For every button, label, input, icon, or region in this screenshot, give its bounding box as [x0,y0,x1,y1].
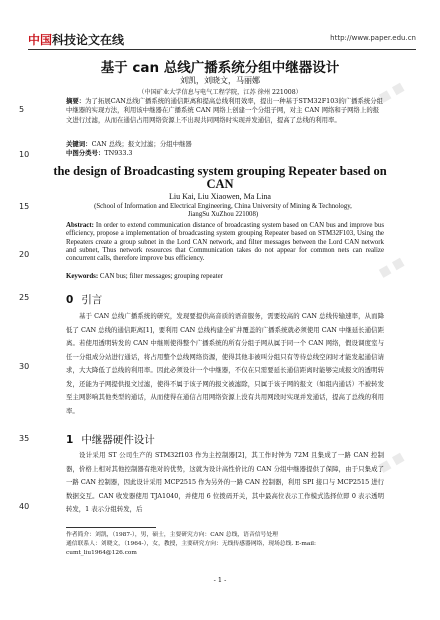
line-number: 5 [19,105,25,114]
english-affiliation [66,203,380,219]
line-number: 20 [19,250,30,259]
site-logo[interactable] [28,31,124,48]
line-number: 35 [19,434,30,443]
chinese-affiliation: （中国矿业大学信息与电气工程学院，江苏 徐州 221008） [138,89,302,96]
keywords-label: 关键词： [66,140,92,148]
section-number: 0 [66,294,74,306]
footnote-author: 作者简介：刘凯，（1987-），男，硕士，主要研究方向：CAN 总线，语音信号处理 [66,532,278,538]
section-number: 1 [66,434,74,446]
header-divider [28,49,416,50]
footnote-email[interactable]: cumt_liu1964@126.com [66,550,137,556]
classification-label: 中图分类号： [66,149,105,157]
english-authors: Liu Kai, Liu Xiaowen, Ma Lina [169,192,271,201]
english-title: the design of Broadcasting system grouping Repeater based on CAN [53,164,387,191]
logo-prefix: 中国 [28,33,53,47]
line-number: 15 [19,202,30,211]
chinese-abstract [66,97,384,125]
section-title: 引言 [81,294,103,306]
page-header [28,31,416,47]
classification-number [66,149,384,158]
section-title: 中继器硬件设计 [81,434,155,446]
watermark: ■ ■ [376,79,407,105]
section-body: 基于 CAN 总线广播系统的研究，发现要提供高音质的语音服务，需要较高的 CAN 总线传输速率，从而降低了 CAN 总线的通信距离[1]，要利用 CAN 总线构建全矿井覆盖的广播系统就必须使用 CAN 中继延长通信距离。若使用透明转发的 CAN 中继则使得整个广播系统的所有分组子网从属于同一个 CAN 网络，假设调度室与任一分组成分站进行通话，将占用整个总线网络资源，使得其他非被叫分组只有等待总线空闲时才能发起通信请求，大大降低了总线的利用率。因此必须设计一个中继器，不仅在只需要延长通信距离时能够完成报文的透明转发，还能为子网提供报文过滤，使得不属于该子网的报文被滤除，只属于该子网的报文（如组内通话）不被转发至主网影响其他类型的通话，从而使得在通信占用网络资源上没有共用网段时实现并发通话，提高了总线的利用率。 [66,312,384,415]
section-body: 设计采用 ST 公司生产的 STM32f103 作为主控制器[2]，其工作时钟为 72M 且集成了一路 CAN 控制器，价格上相对其他控制器有绝对的优势，这就为设计高性价比的 CAN 分组中继器提供了保障，由于只集成了一路 CAN 控制器，因此设计采用 MCP2515 作为另外的一路 CAN 控制器，利用 SPI 接口与 MCP2515 进行数据交互。CAN 收发器使用 TJA1040，并使用 6 位拨码开关，其中最高位表示工作模式选择位即 0 表示透明转发，1 表示分组转发，后 [66,451,384,513]
section-heading [66,292,102,307]
affiliation-line: JiangSu XuZhou 221008) [187,211,259,218]
logo-text: 科技论文在线 [52,33,125,47]
footnote-contact: 通信联系人：刘晓文，（1964-），女，教授，主要研究方向：无线传感器网络，现场总线. E-mail: [66,541,316,547]
watermark: ■ ■ [376,449,407,475]
chinese-keywords [66,140,384,149]
line-number: 25 [19,293,30,302]
keywords-text: CAN 总线；报文过滤；分组中继器 [91,140,192,148]
abstract-text: 为了拓展CAN总线广播系统的通信距离和提高总线利用效率，提出一种基于STM32F103的广播系统分组中继器的实现方法，利用该中继器在广播系统 CAN 网络上创建一个分组子网，对主 CAN 网络和子网络上的报文进行过滤，从而在通信占用网络资源上不出现共同网络时实现并发通信，提高了总线的利用率。 [66,97,384,124]
section-heading [66,432,155,447]
chinese-title: 基于 can 总线广播系统分组中继器设计 [100,60,340,76]
abstract-label: 摘要： [66,97,86,105]
line-number: 10 [19,150,30,159]
affiliation-line: (School of Information and Electrical Engineering, China University of Mining & Technology, [94,203,352,210]
footnote-divider [66,527,156,528]
abstract-text: In order to extend communication distance of broadcasting system based on CAN bus and improve bus efficiency, propose a implementation of broadcasting system grouping Repeater based on STM32F103, Using the Repeaters create a group subnet in the Lord CAN network, and filter messages between the Lord CAN network and subnet, Thus network resources that Communication takes do not appear for common nets can realize concurrent calls, therefore improve bus efficiency. [66,222,384,263]
watermark: ■ ■ [376,254,407,280]
line-number: 40 [19,502,30,511]
abstract-label: Abstract: [66,222,94,229]
page-number: - 1 - [213,576,227,584]
keywords-label: Keywords: [66,273,99,280]
line-number: 30 [19,362,30,371]
site-url[interactable]: http://www.paper.edu.cn [330,34,416,42]
classification-value: TN933.3 [104,149,133,157]
chinese-authors: 刘凯，刘晓文，马丽娜 [180,76,260,85]
english-abstract [66,222,384,263]
english-keywords [66,272,384,281]
keywords-text: CAN bus; filter messages; grouping repeater [99,273,223,280]
